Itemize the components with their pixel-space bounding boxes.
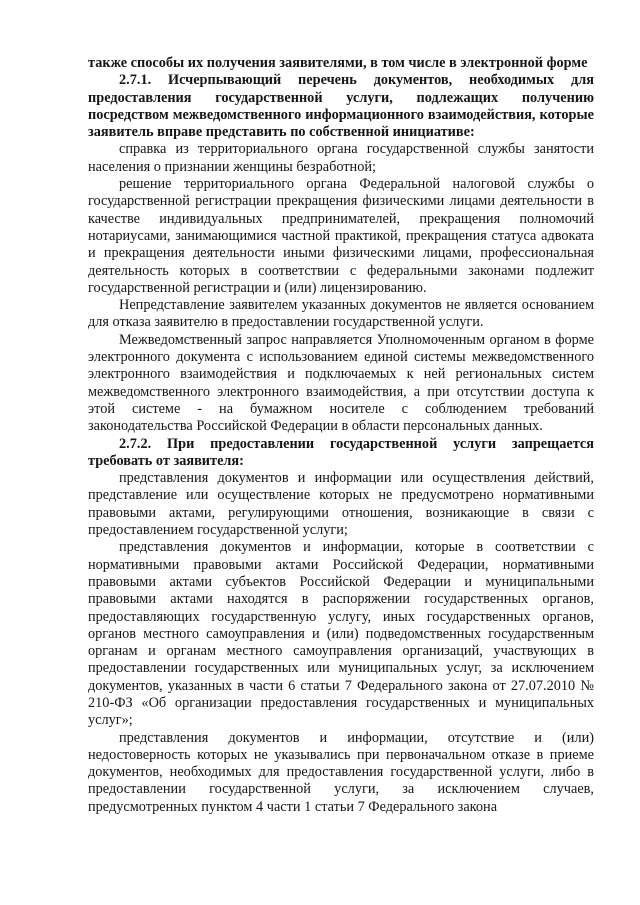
- paragraph-prohibition-missing-info: представления документов и информации, отсутствие и (или) недостоверность которых не указывались при первоначальном отказе в приеме документов, необходимых для предоставления государственной услуги, либо в предоставлении государственной услуги, за исключением случаев, предусмотренных пунктом 4 части 1 статьи 7 Федерального закона: [88, 729, 594, 815]
- paragraph-prohibition-actions: представления документов и информации или осуществления действий, представление или осуществление которых не предусмотрено нормативными правовыми актами, регулирующими отношения, возникающие в связи с предоставлением государственной услуги;: [88, 470, 594, 539]
- paragraph-tax-service-decision: решение территориального органа Федеральной налоговой службы о государственной регистрации прекращения физическими лицами деятельности в качестве индивидуальных предпринимателей, прекращения полномочий нотариусами, занимающимися частной практикой, прекращения статуса адвоката и прекращения деятельности иными физическими лицами, профессиональная деятельность которых в соответствии с федеральными законами подлежит государственной регистрации и (или) лицензированию.: [88, 176, 594, 296]
- paragraph-unemployment-certificate: справка из территориального органа государственной службы занятости населения о признании женщины безработной;: [88, 141, 594, 175]
- heading-continuation: также способы их получения заявителями, в том числе в электронной форме: [88, 55, 588, 71]
- paragraph-interagency-request: Межведомственный запрос направляется Уполномоченным органом в форме электронного документа с использованием единой системы межведомственного электронного взаимодействия и подключаемых к ней региональных систем межведомственного электронного взаимодействия, а при отсутствии доступа к этой системе - на бумажном носителе с соблюдением требований законодательства Российской Федерации в области персональных данных.: [88, 331, 594, 435]
- paragraph-prohibition-documents: представления документов и информации, которые в соответствии с нормативными правовыми актами Российской Федерации, нормативными правовыми актами субъектов Российской Федерации и муниципальными правовыми актами находятся в распоряжении государственных органов, предоставляющих государственную услугу, иных государственных органов, органов местного самоуправления и (или) подведомственных государственным органам и органам местного самоуправления организаций, участвующих в предоставлении государственных или муниципальных услуг, за исключением документов, указанных в части 6 статьи 7 Федерального закона от 27.07.2010 № 210-ФЗ «Об организации предоставления государственных и муниципальных услуг»;: [88, 539, 594, 729]
- paragraph-non-submission: Непредставление заявителем указанных документов не является основанием для отказа заявителю в предоставлении государственной услуги.: [88, 297, 594, 331]
- document-body: [88, 55, 594, 816]
- section-2-7-2-heading: 2.7.2. При предоставлении государственной услуги запрещается требовать от заявителя:: [88, 435, 594, 469]
- section-2-7-1-heading: 2.7.1. Исчерпывающий перечень документов, необходимых для предоставления государственной услуги, подлежащих получению посредством межведомственного информационного взаимодействия, которые заявитель вправе представить по собственной инициативе:: [88, 72, 594, 141]
